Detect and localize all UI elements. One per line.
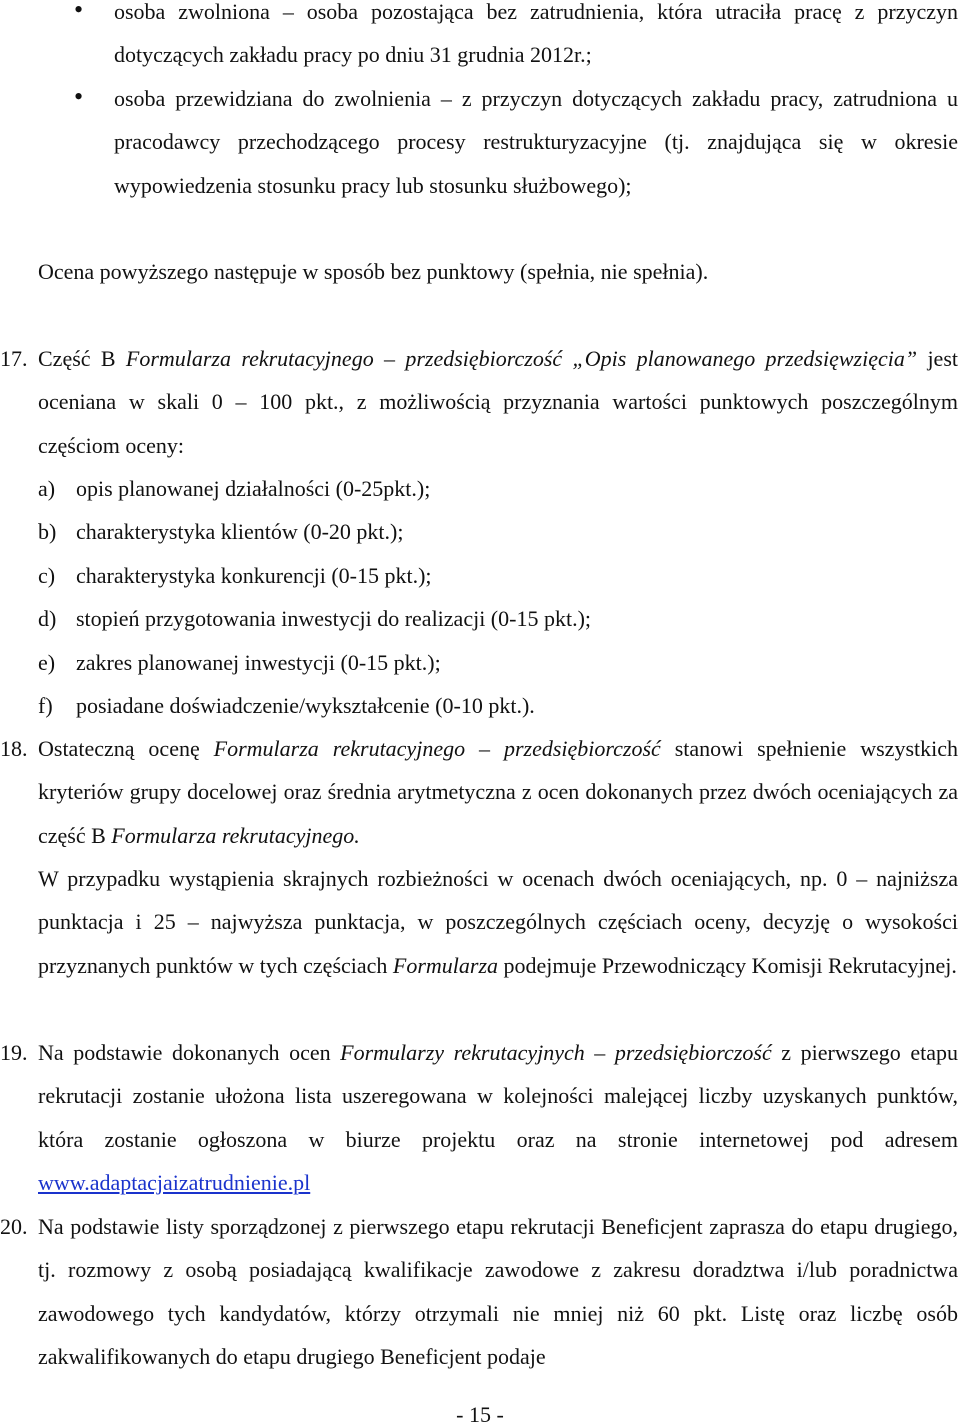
scoring-list [38,467,958,727]
bullet-icon: • [74,0,84,24]
item-text: z pierwszego etapu rekrutacji zostanie ułożona lista uszeregowana w kolejności malejącej liczby uzyskanych punktów, która zostanie ogłoszona w biurze projektu oraz na stronie internetowej pod adresem [38,1040,958,1152]
bullet-text: osoba zwolniona – osoba pozostająca bez zatrudnienia, która utraciła pracę z przyczyn dotyczących zakładu pracy po dniu 31 grudnia 2012r.; [114,0,958,68]
item-number: 19. [0,1040,28,1065]
item-text-italic: Formularza rekrutacyjnego. [111,822,360,848]
item-text-italic: Formularzy rekrutacyjnych – przedsiębiorczość [340,1040,772,1065]
item-text: Część B [38,346,126,371]
list-item: c) charakterystyka konkurencji (0-15 pkt.); [38,562,432,588]
website-link[interactable]: www.adaptacjaizatrudnienie.pl [38,1170,311,1196]
item-17 [0,337,958,467]
item-18 [0,727,958,857]
item-20 [0,1205,958,1379]
item-number: 17. [0,346,28,371]
page-number: - 15 - [456,1402,504,1427]
list-item: b) charakterystyka klientów (0-20 pkt.); [38,519,404,545]
item-text-italic: Formularza [392,952,499,978]
item-text: W przypadku wystąpienia skrajnych rozbieżności w ocenach dwóch oceniających, np. 0 – najniższa punktacja i 25 – najwyższa punktacja, w poszczególnych częściach oceny, decyzję o wysokości przyznanych punktów w tych częściach [38,866,958,978]
list-item: f) posiadane doświadczenie/wykształcenie (0-10 pkt.). [38,693,535,719]
bullet-item [0,0,958,77]
bullet-item [0,77,958,207]
item-text: Na podstawie listy sporządzonej z pierwszego etapu rekrutacji Beneficjent zaprasza do etapu drugiego, tj. rozmowy z osobą posiadającą kwalifikacje zawodowe z zakresu doradztwa i/lub poradnictwa zawodowego tych kandydatów, którzy otrzymali nie mniej niż 60 pkt. Listę oraz liczbę osób zakwalifikowanych do etapu drugiego Beneficjent podaje [38,1214,958,1370]
item-text: jest oceniana w skali 0 – 100 pkt., z możliwością przyznania wartości punktowych poszczególnym częściom oceny: [38,346,958,458]
item-text: podejmuje Przewodniczący Komisji Rekrutacyjnej. [498,952,957,978]
item-18-continued [38,857,958,987]
item-number: 18. [0,736,28,761]
list-item: a) opis planowanej działalności (0-25pkt.); [38,476,431,501]
item-text-italic: Formularza rekrutacyjnego – przedsiębiorczość [213,736,661,761]
item-19 [0,1031,958,1205]
item-text: stanowi spełnienie wszystkich kryteriów grupy docelowej oraz średnia arytmetyczna z ocen dokonanych przez dwóch oceniających za część B [38,736,958,848]
list-item: d) stopień przygotowania inwestycji do realizacji (0-15 pkt.); [38,606,592,632]
item-text-italic: Formularza rekrutacyjnego – przedsiębiorczość „Opis planowanego przedsięwzięcia” [125,346,918,371]
item-text: Na podstawie dokonanych ocen [38,1040,341,1065]
list-item: e) zakres planowanej inwestycji (0-15 pkt.); [38,649,441,675]
item-text: Ostateczną ocenę [38,736,214,761]
bullet-text: osoba przewidziana do zwolnienia – z przyczyn dotyczących zakładu pracy, zatrudniona u pracodawcy przechodzącego procesy restrukturyzacyjne (tj. znajdująca się w okresie wypowiedzenia stosunku pracy lub stosunku służbowego); [114,86,958,198]
assessment-note: Ocena powyższego następuje w sposób bez punktowy (spełnia, nie spełnia). [38,259,709,284]
item-number: 20. [0,1214,28,1239]
bullet-icon: • [74,82,84,111]
